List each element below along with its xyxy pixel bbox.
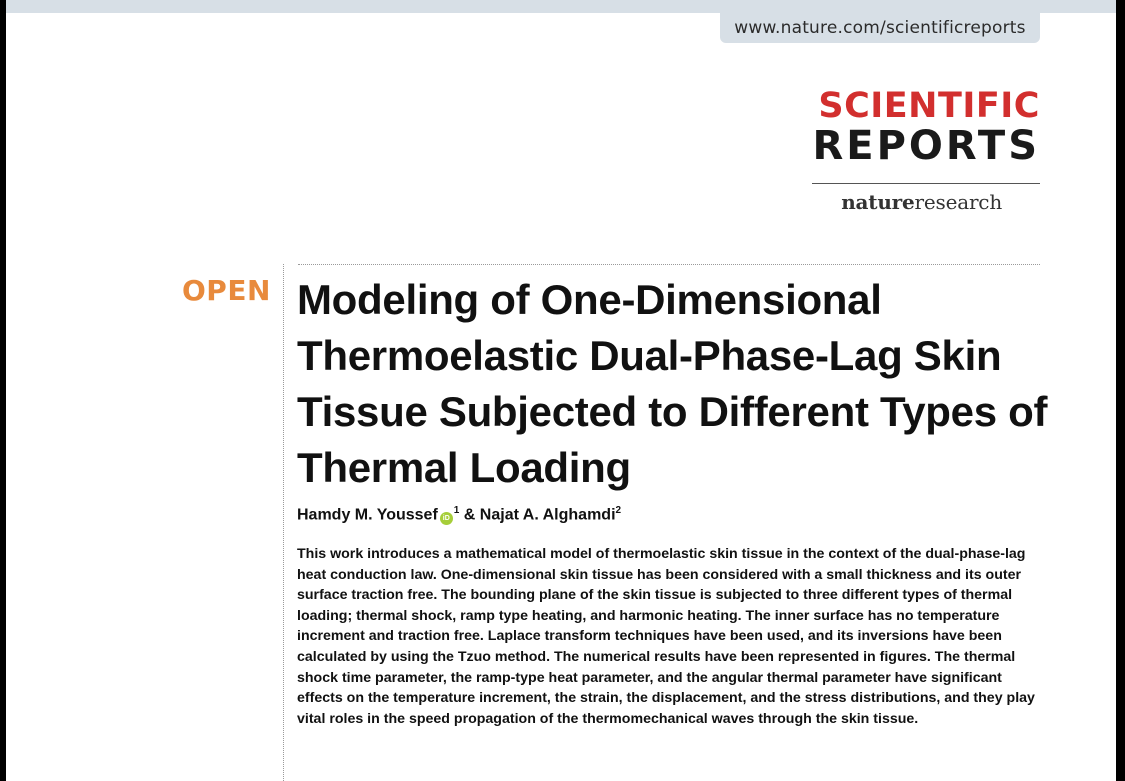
open-access-label: OPEN <box>182 274 271 307</box>
author-1-name[interactable]: Hamdy M. Youssef <box>297 506 438 524</box>
author-2-name[interactable]: Najat A. Alghamdi <box>479 506 616 524</box>
top-bar <box>6 0 1116 13</box>
nature-research-logo <box>812 190 1002 214</box>
author-list <box>297 505 1037 525</box>
nature-word: nature <box>841 190 915 214</box>
logo-reports: REPORTS <box>812 123 1040 169</box>
title-divider <box>298 264 1040 265</box>
research-word: research <box>914 190 1002 214</box>
author-connector: & <box>459 506 480 524</box>
author-2-affiliation: 2 <box>615 505 622 516</box>
margin-divider <box>283 264 284 781</box>
article-title: Modeling of One-Dimensional Thermoelastic Dual-Phase-Lag Skin Tissue Subjected to Different Types of Thermal Loading <box>297 276 1048 491</box>
logo-scientific: SCIENTIFIC <box>818 86 1040 126</box>
journal-logo <box>812 88 1040 168</box>
journal-url[interactable]: www.nature.com/scientificreports <box>720 13 1040 43</box>
author-1-affiliation: 1 <box>453 505 460 516</box>
logo-divider <box>812 183 1040 184</box>
abstract-text: This work introduces a mathematical model of thermoelastic skin tissue in the context of the dual-phase-lag heat conduction law. One-dimensional skin tissue has been considered with a small thickness and its outer surface traction free. The bounding plane of the skin tissue is subjected to three different types of thermal loading; thermal shock, ramp type heating, and harmonic heating. The inner surface has no temperature increment and traction free. Laplace transform techniques have been used, and its inversions have been calculated by using the Tzuo method. The numerical results have been represented in figures. The thermal shock time parameter, the ramp-type heat parameter, and the angular thermal parameter have significant effects on the temperature increment, the strain, the displacement, and the stress distributions, and they play vital roles in the speed propagation of the thermomechanical waves through the skin tissue. <box>297 546 1035 727</box>
document-page <box>6 0 1116 781</box>
orcid-icon[interactable]: iD <box>440 512 453 525</box>
